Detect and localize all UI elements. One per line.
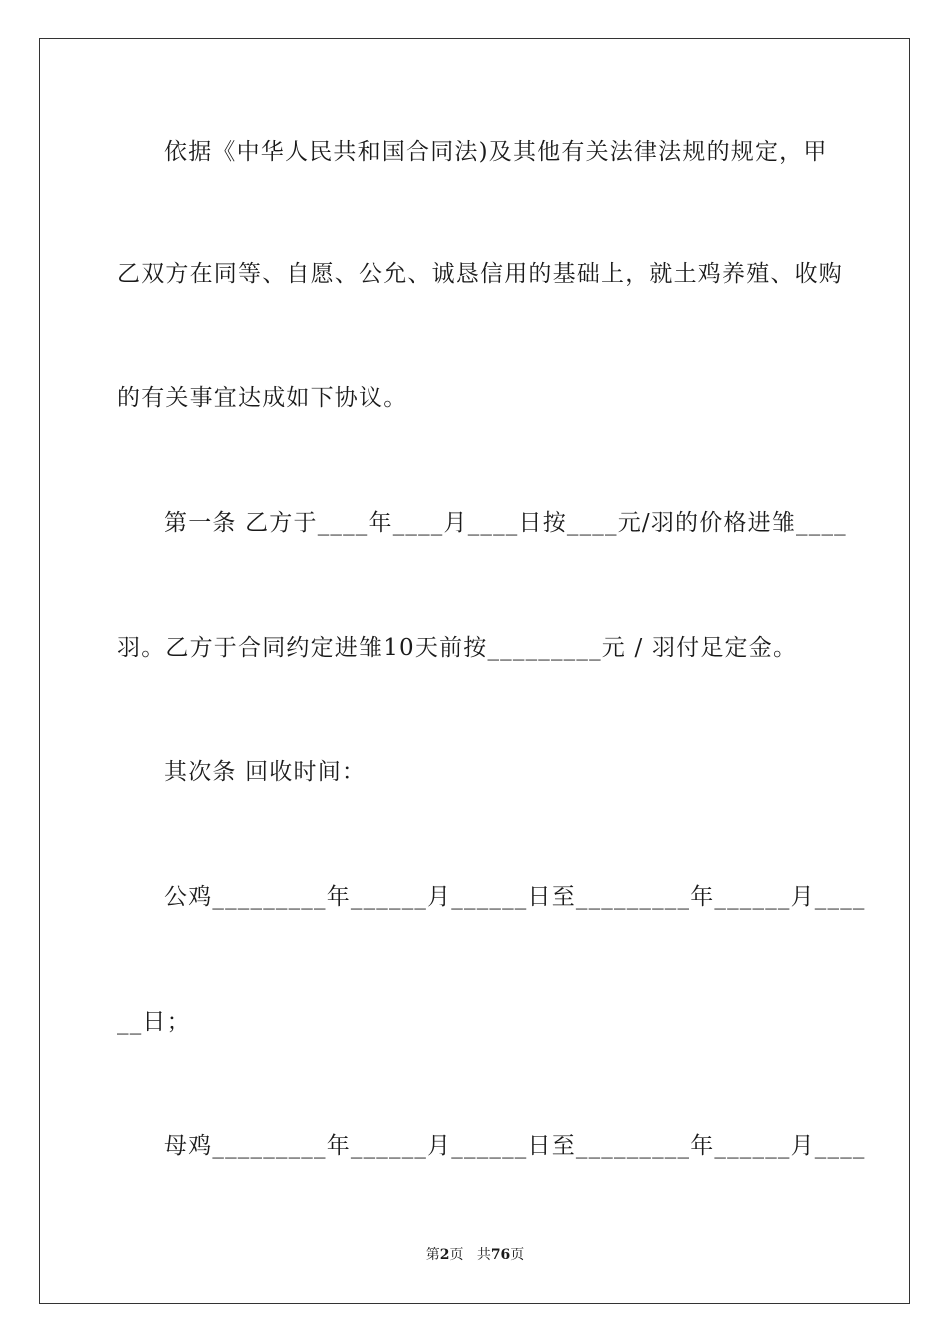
page-footer bbox=[0, 1246, 950, 1264]
footer-total-pages: 76 bbox=[490, 1247, 511, 1263]
page-border bbox=[39, 38, 910, 1304]
footer-total-suffix: 页 bbox=[510, 1247, 525, 1263]
paragraph-line-3: 的有关事宜达成如下协议。 bbox=[117, 385, 408, 411]
article-one-line-2: 羽。乙方于合同约定进雏10天前按_________元 / 羽付足定金。 bbox=[117, 635, 798, 661]
footer-page-suffix: 页 bbox=[449, 1247, 464, 1263]
hen-date-line: 母鸡_________年______月______日至_________年______月____ bbox=[164, 1133, 866, 1159]
rooster-date-line-1: 公鸡_________年______月______日至_________年______月____ bbox=[164, 884, 866, 910]
rooster-date-line-2: __日； bbox=[117, 1009, 191, 1035]
footer-total-prefix: 共 bbox=[476, 1247, 491, 1263]
footer-page-prefix: 第 bbox=[425, 1247, 440, 1263]
article-two-heading: 其次条 回收时间： bbox=[164, 759, 367, 785]
paragraph-line-2: 乙双方在同等、自愿、公允、诚恳信用的基础上，就土鸡养殖、收购 bbox=[117, 261, 843, 287]
paragraph-line-1: 依据《中华人民共和国合同法)及其他有关法律法规的规定，甲 bbox=[164, 139, 828, 165]
footer-page-number: 2 bbox=[439, 1247, 450, 1263]
article-one-line-1: 第一条 乙方于____年____月____日按____元/羽的价格进雏____ bbox=[164, 510, 847, 536]
